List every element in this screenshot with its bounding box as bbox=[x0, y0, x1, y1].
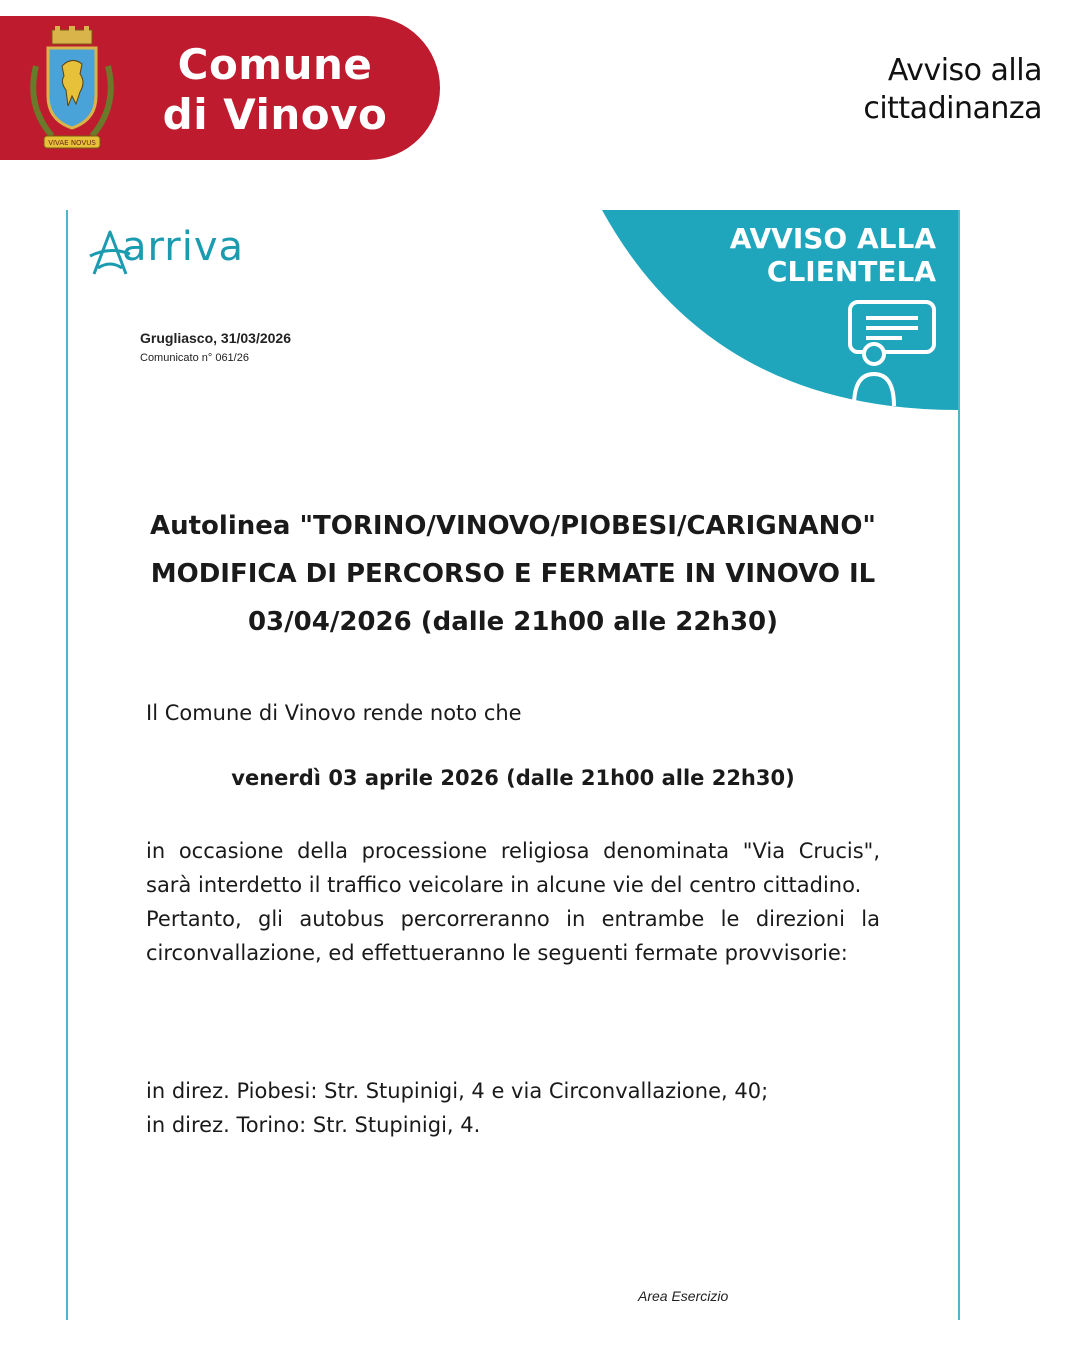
comune-name bbox=[140, 40, 410, 140]
clientela-badge-line1: AVVISO ALLA bbox=[729, 222, 936, 255]
coat-of-arms-icon bbox=[22, 26, 122, 154]
stop-torino: in direz. Torino: Str. Stupinigi, 4. bbox=[146, 1113, 481, 1137]
place-date: Grugliasco, 31/03/2026 bbox=[140, 330, 291, 346]
svg-text:VIVAE NOVUS: VIVAE NOVUS bbox=[48, 139, 96, 147]
notice-document bbox=[66, 210, 960, 1320]
temporary-stops bbox=[146, 1074, 880, 1142]
document-title-line1: Autolinea "TORINO/VINOVO/PIOBESI/CARIGNANO" bbox=[150, 511, 876, 541]
notice-label-line1: Avviso alla bbox=[887, 53, 1042, 88]
clientela-badge-line2: CLIENTELA bbox=[766, 255, 936, 288]
intro-text: Il Comune di Vinovo rende noto che bbox=[146, 701, 522, 725]
body-paragraphs bbox=[146, 834, 880, 970]
paragraph-detour: Pertanto, gli autobus percorreranno in entrambe le direzioni la circonvallazione, ed effettueranno le seguenti fermate provvisorie: bbox=[146, 907, 880, 965]
document-title-line3: 03/04/2026 (dalle 21h00 alle 22h30) bbox=[247, 607, 779, 637]
notice-label-line2: cittadinanza bbox=[863, 91, 1042, 126]
clientela-badge-text bbox=[636, 222, 936, 288]
arriva-logo-text: arriva bbox=[122, 224, 244, 270]
document-title-line2: MODIFICA DI PERCORSO E FERMATE IN VINOVO IL bbox=[150, 559, 876, 589]
comune-banner bbox=[0, 16, 440, 160]
event-date: venerdì 03 aprile 2026 (dalle 21h00 alle 22h30) bbox=[231, 766, 795, 790]
comunicato-number: Comunicato n° 061/26 bbox=[140, 352, 249, 364]
comune-name-line1: Comune bbox=[177, 40, 373, 89]
area-esercizio: Area Esercizio bbox=[638, 1288, 729, 1304]
comune-name-line2: di Vinovo bbox=[162, 90, 388, 139]
paragraph-via-crucis: in occasione della processione religiosa denominata "Via Crucis", sarà interdetto il traffico veicolare in alcune vie del centro cittadino. bbox=[146, 839, 880, 897]
document-title bbox=[108, 502, 918, 646]
notice-label bbox=[742, 52, 1042, 128]
stop-piobesi: in direz. Piobesi: Str. Stupinigi, 4 e via Circonvallazione, 40; bbox=[146, 1079, 769, 1103]
